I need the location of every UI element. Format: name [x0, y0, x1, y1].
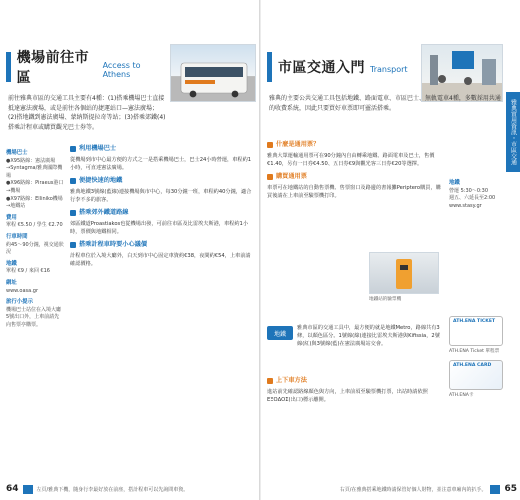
chapter-side-tab: 雅典實用資訊・市區交通: [506, 92, 520, 172]
sidebar-label: 旅行小提示: [6, 299, 33, 306]
validator-photo: [369, 252, 439, 294]
right-main-column: [267, 136, 445, 200]
section-heading: 搭乘郊外鐵道路線: [70, 209, 254, 217]
section-heading: 搭乘計程車時要小心議價: [70, 241, 254, 249]
section-body: 車票可在地鐵站的自動售票機、售票窗口及路邊的書報攤Periptero購買，購買後請在上車前至驗票機打印。: [267, 185, 441, 199]
section-body: 雅典市區的交通工具中，最方便的就是地鐵Metro，路線共有3條，以顏色區分。1號線(綠)連接比雷埃夫斯港與Kifissia，2號線(紅)與3號線(藍)在憲法廣場站交會。: [297, 325, 440, 347]
section-body: 進站前先確認路線顏色與方向，上車前須至驗票機打票，出站時請依照ΕΞΟΔΟΣ(出口)標示離開。: [267, 389, 428, 403]
sidebar-text: 單程 €5.50 / 學生 €2.70: [6, 222, 63, 229]
metro-label-badge: 地鐵: [267, 326, 293, 340]
sidebar-text: 機場巴士站位在入境大廳5號出口外，上車前請先向售票亭購票。: [6, 306, 62, 328]
left-sidebar: [6, 146, 64, 329]
sidebar-text: 單程 €9 / 來回 €16: [6, 268, 50, 275]
ticket-card: [449, 360, 503, 390]
left-intro: 前往雅典市區的交通工具主要有4種：(1)搭乘機場巴士直接抵達憲法廣場，或是前往各個站的捷運站口—憲法廣場；(2)搭地鐵到憲法廣場、蒙納斯提拉奇等站；(3)搭乘郊鐵(4)搭乘計程車或購買觀光巴士券等。: [8, 95, 166, 131]
sidebar-text: ●X96路線：Piraeus港口→機場: [6, 180, 64, 194]
sidebar-text: ●X95路線：憲法廣場→Syntagma/雅典國際機場: [6, 157, 63, 179]
right-footer: [267, 484, 517, 494]
section-heading: 什麼是通用票？: [267, 141, 445, 149]
airport-bus-photo: [170, 44, 256, 102]
left-main-column: [70, 140, 254, 268]
sidebar-label: 行車時間: [6, 233, 28, 240]
left-page-title-en: Access to Athens: [102, 60, 141, 79]
sidebar-label: 機場巴士: [6, 150, 28, 156]
sidebar-label: 網址: [6, 279, 17, 286]
section-body: 雅典大眾運輸通用票可在90分鐘內自由轉乘地鐵、路面電車及巴士，售價€1.40，另有一日券€4.50、五日券€9與觀光客三日券€20等選擇。: [267, 153, 435, 167]
sidebar-text: 營運 5:30～0:30: [449, 187, 489, 194]
left-page: [0, 0, 259, 500]
footer-marker: [23, 485, 33, 494]
page-number: 65: [504, 484, 517, 494]
validator-caption: 地鐵站的驗票機: [369, 297, 402, 302]
right-sidebar: [449, 176, 503, 210]
sidebar-text: www.oasa.gr: [6, 287, 39, 294]
ticket-caption: ATH.ENA卡: [449, 393, 474, 398]
bus-image: [171, 45, 256, 102]
section-body: 計程車位於入境大廳外，白天到市中心固定車資約€38，夜間約€54，上車前請確認價格。: [70, 253, 251, 267]
sidebar-label: 費用: [6, 214, 17, 221]
page-number: 64: [6, 484, 19, 494]
sidebar-label: 地鐵: [449, 180, 460, 186]
boarding-section: [267, 372, 445, 404]
section-body: 雅典地鐵3號線(藍線)連接機場與市中心，每30分鐘一班，車程約40分鐘，適合行李不多的旅客。: [70, 189, 252, 203]
section-heading: 上下車方法: [267, 377, 445, 385]
title-bar-accent: [6, 52, 11, 82]
left-header: [6, 44, 166, 90]
ticket-name: ATH.ENA TICKET: [453, 319, 496, 324]
sidebar-text: www.stasy.gr: [449, 202, 482, 209]
right-page: [261, 0, 520, 500]
section-body: 郊區鐵道Proastiakos也從機場出發，可前往市區及比雷埃夫斯港，車程約1小時，票價與地鐵相同。: [70, 221, 249, 235]
right-intro: 雅典的主要公共交通工具包括地鐵、路面電車、市區巴士、無軌電車4種，多數採用共通的收費系統，因此只要買好車票即可靈活搭乘。: [269, 95, 501, 112]
ticket-card: [449, 316, 503, 346]
sidebar-text: 約45～90分鐘，視交通狀況: [6, 241, 64, 256]
right-page-title: 市區交通入門: [278, 60, 365, 76]
section-heading: 利用機場巴士: [70, 145, 254, 153]
left-footer: [6, 484, 256, 494]
title-bar-accent: [267, 52, 272, 82]
right-page-title-en: Transport: [370, 65, 408, 74]
metro-section: [297, 324, 445, 348]
footer-marker: [490, 485, 500, 494]
left-page-title: 機場前往市區: [16, 50, 90, 86]
ticket-caption: ATH.ENA Ticket 單程票: [449, 349, 500, 354]
section-body: 從機場到市中心最方便的方式之一是搭乘機場巴士，巴士24小時營運，車程約1小時，可直達憲法廣場。: [70, 157, 252, 171]
ticket-name: ATH.ENA CARD: [453, 363, 492, 368]
sidebar-label: 地鐵: [6, 260, 17, 267]
right-header: [267, 44, 417, 90]
sidebar-text: 週五、六延長至2:00: [449, 195, 496, 202]
section-heading: 購買通用票: [267, 173, 445, 181]
footer-text: 右頁/在雅典搭乘地鐵時請保管好個人財物，並注意車廂內的扒手。: [339, 486, 487, 493]
section-heading: 便捷快速的地鐵: [70, 177, 254, 185]
footer-text: 左頁/雅典下機，隨身行李最好放在前座，搭計程車可以先詢問車資。: [36, 486, 189, 493]
sidebar-text: ●X97路線：Elliniko機場→地鐵站: [6, 195, 63, 210]
validator-image: [370, 253, 439, 294]
